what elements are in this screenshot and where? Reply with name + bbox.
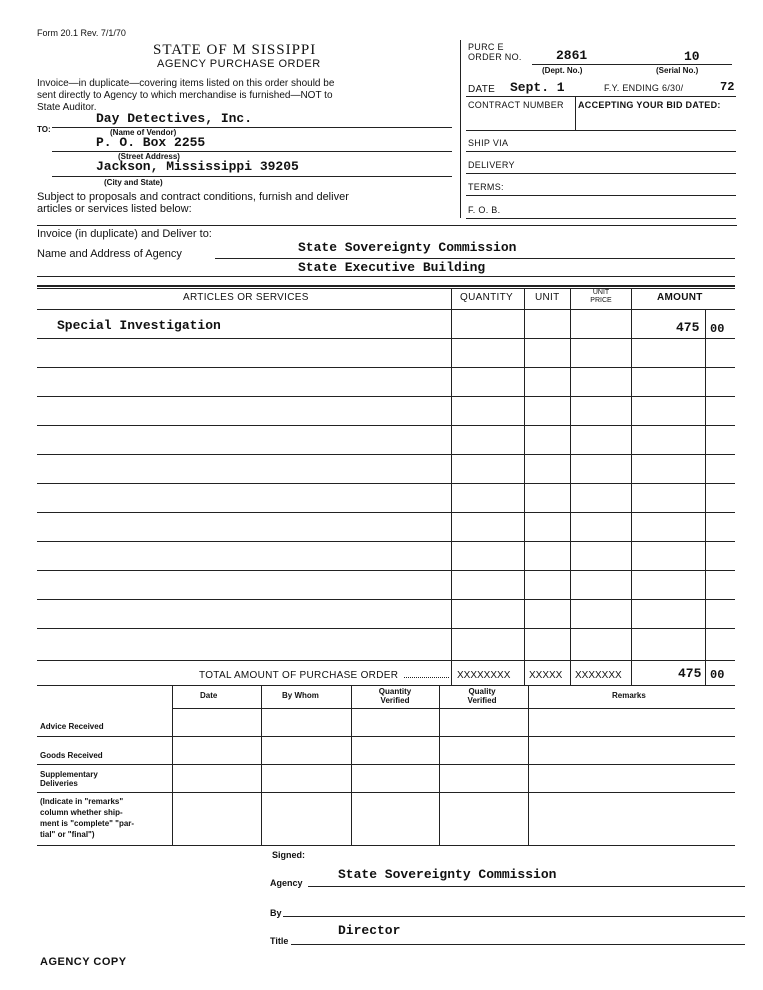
total-unit: XXXXX <box>529 670 563 681</box>
header-unit-price: UNIT PRICE <box>590 289 612 304</box>
receipt-header-date: Date <box>200 691 218 700</box>
header-amount: AMOUNT <box>657 292 703 303</box>
by-label: By <box>270 908 282 918</box>
instructions: Invoice—in duplicate—covering items listed on this order should be sent directly to Agency to which merchandise is furnished—NOT to State Auditor. <box>37 78 335 113</box>
title-label: Title <box>270 936 289 946</box>
agency-name-label: Name and Address of Agency <box>37 248 182 260</box>
form-title: STATE OF M SISSIPPI <box>153 42 317 58</box>
to-label: TO: <box>37 125 51 134</box>
vendor-street-caption: (Street Address) <box>118 152 180 161</box>
copy-label: AGENCY COPY <box>40 956 127 968</box>
total-cents: 00 <box>710 668 725 682</box>
row-advice-received: Advice Received <box>40 722 104 731</box>
accepting-bid-label: ACCEPTING YOUR BID DATED: <box>578 100 721 110</box>
po-label: PURC E ORDER NO. <box>468 42 522 62</box>
agency-address: State Executive Building <box>298 260 486 275</box>
item-article: Special Investigation <box>57 318 221 333</box>
header-unit: UNIT <box>535 292 560 303</box>
agency-label: Agency <box>270 878 303 888</box>
signed-label: Signed: <box>272 850 305 860</box>
total-quantity: XXXXXXXX <box>457 670 511 681</box>
header-quantity: QUANTITY <box>460 292 513 303</box>
total-dollars: 475 <box>678 666 702 681</box>
date-value: Sept. 1 <box>510 80 565 95</box>
item-amount-dollars: 475 <box>676 320 700 335</box>
dept-no: 2861 <box>556 48 588 63</box>
serial-no-caption: (Serial No.) <box>656 66 699 75</box>
item-amount-cents: 00 <box>710 322 725 336</box>
form-subtitle: AGENCY PURCHASE ORDER <box>157 58 321 70</box>
delivery-label: DELIVERY <box>468 160 515 170</box>
fy-label: F.Y. ENDING 6/30/ <box>604 83 684 93</box>
signer-title: Director <box>338 923 401 938</box>
vendor-name-caption: (Name of Vendor) <box>110 128 177 137</box>
row-supplementary-deliveries: Supplementary Deliveries <box>40 770 98 788</box>
date-label: DATE <box>468 84 496 95</box>
vendor-name: Day Detectives, Inc. <box>96 111 253 126</box>
ship-via-label: SHIP VIA <box>468 138 509 148</box>
receipt-header-remarks: Remarks <box>612 691 646 700</box>
fy-value: 72 <box>720 80 735 94</box>
signing-agency: State Sovereignty Commission <box>338 867 557 882</box>
subject-text: Subject to proposals and contract conditions, furnish and deliver articles or services listed below: <box>37 191 349 215</box>
receipt-header-quality-verified: Quality Verified <box>467 687 497 705</box>
vendor-city: Jackson, Mississippi 39205 <box>96 159 299 174</box>
vendor-city-caption: (City and State) <box>104 178 163 187</box>
row-indicate-note: (Indicate in "remarks" column whether ship- ment is "complete" "par- tial" or "final") <box>40 797 135 839</box>
deliver-to-label: Invoice (in duplicate) and Deliver to: <box>37 228 212 240</box>
terms-label: TERMS: <box>468 182 504 192</box>
contract-number-label: CONTRACT NUMBER <box>468 100 564 110</box>
total-unit-price: XXXXXXX <box>575 670 622 681</box>
receipt-header-by-whom: By Whom <box>282 691 319 700</box>
row-goods-received: Goods Received <box>40 751 103 760</box>
serial-no: 10 <box>684 49 700 64</box>
agency-name: State Sovereignty Commission <box>298 240 517 255</box>
fob-label: F. O. B. <box>468 205 501 215</box>
total-label: TOTAL AMOUNT OF PURCHASE ORDER <box>199 670 399 681</box>
dept-no-caption: (Dept. No.) <box>542 66 583 75</box>
receipt-header-quantity-verified: Quantity Verified <box>378 687 412 705</box>
form-id: Form 20.1 Rev. 7/1/70 <box>37 28 126 38</box>
header-articles: ARTICLES OR SERVICES <box>183 292 309 303</box>
vendor-street: P. O. Box 2255 <box>96 135 206 150</box>
